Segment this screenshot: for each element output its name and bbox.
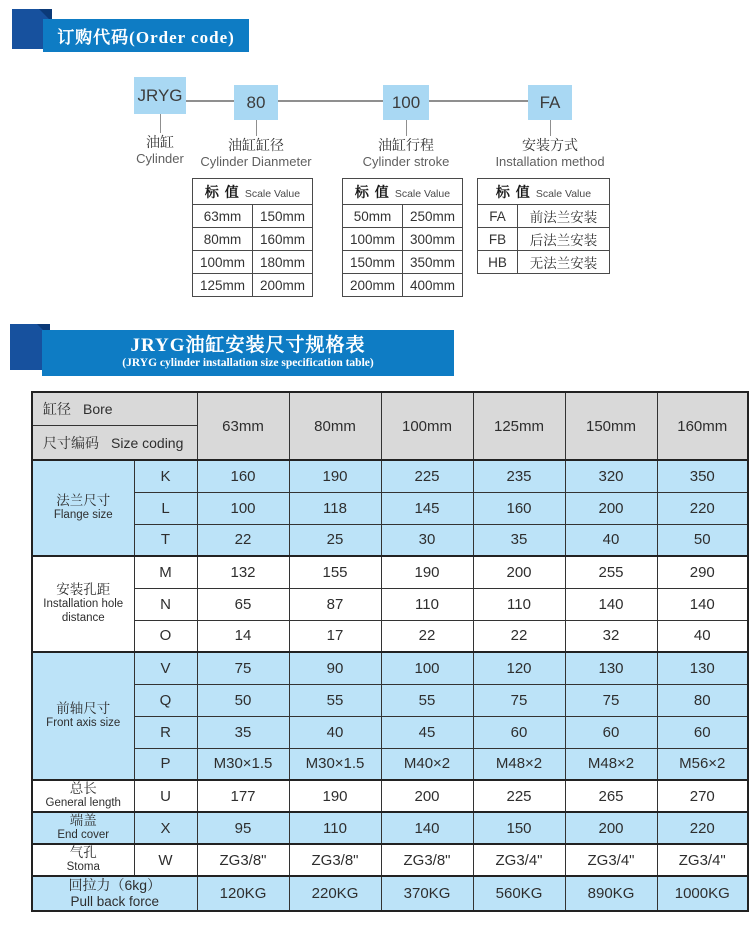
spec-code-cell: O [134, 620, 197, 652]
spec-value-cell: 75 [565, 684, 657, 716]
spec-value-cell: 14 [197, 620, 289, 652]
spec-code-cell: U [134, 780, 197, 812]
diagram-stub-line [256, 120, 257, 136]
spec-category-cell [32, 844, 134, 876]
spec-value-cell: ZG3/8" [289, 844, 381, 876]
category-label-cn: 回拉力（6kg） [68, 877, 162, 893]
spec-table-row [32, 524, 748, 556]
scale-table-header-cell [478, 179, 610, 205]
spec-table-row [32, 780, 748, 812]
spec-code-cell: L [134, 492, 197, 524]
node-code-label: 100 [391, 92, 421, 112]
spec-table-row [32, 620, 748, 652]
node-code-label: JRYG [137, 85, 183, 105]
spec-value-cell: 110 [473, 588, 565, 620]
scale-header-cn: 标 值 [204, 183, 240, 200]
spec-category-cell [32, 652, 134, 780]
scale-table-row [193, 228, 313, 251]
spec-table-row [32, 492, 748, 524]
spec-value-cell: 190 [289, 780, 381, 812]
scale-header-cn: 标 值 [354, 183, 390, 200]
scale-table-cell: 180mm [253, 251, 313, 274]
category-label-cn: 端盖 [69, 813, 97, 828]
scale-header-cn: 标 值 [495, 183, 531, 200]
scale-table-cell: 80mm [193, 228, 253, 251]
corner-coding-en: Size coding [111, 434, 184, 451]
spec-code-cell: M [134, 556, 197, 588]
spec-value-cell: 270 [657, 780, 748, 812]
spec-code-cell: N [134, 588, 197, 620]
spec-code-cell: P [134, 748, 197, 780]
scale-header-en: Scale Value [244, 187, 301, 200]
diagram-label-installation [495, 137, 604, 169]
spec-value-cell: 30 [381, 524, 473, 556]
scale-table-row [478, 205, 610, 228]
corner-coding-cn: 尺寸编码 [43, 434, 99, 451]
category-label-en: Front axis size [46, 717, 121, 730]
scale-table-row [343, 251, 463, 274]
spec-title-cn: JRYG油缸安装尺寸规格表 [130, 335, 366, 357]
category-label-en: Stoma [66, 861, 100, 874]
spec-table-row [32, 844, 748, 876]
spec-value-cell: 45 [381, 716, 473, 748]
spec-value-cell: 25 [289, 524, 381, 556]
spec-value-cell: 40 [657, 620, 748, 652]
spec-value-cell: 200 [565, 492, 657, 524]
spec-code-cell: Q [134, 684, 197, 716]
scale-table-header-cell [193, 179, 313, 205]
scale-table-cell: 125mm [193, 274, 253, 297]
spec-bore-header-cell: 63mm [197, 392, 289, 460]
spec-value-cell: 50 [657, 524, 748, 556]
spec-table-row [32, 588, 748, 620]
scale-table-header-row [343, 179, 463, 205]
scale-table-cell: 160mm [253, 228, 313, 251]
scale-table-cell: 无法兰安装 [518, 251, 610, 274]
corner-size-coding-label [33, 426, 197, 459]
spec-value-cell: 560KG [473, 876, 565, 911]
spec-value-cell: 320 [565, 460, 657, 492]
spec-value-cell: 60 [657, 716, 748, 748]
category-label-cn: 安装孔距 [56, 582, 111, 598]
spec-value-cell: 350 [657, 460, 748, 492]
label-cn: 安装方式 [522, 137, 578, 153]
spec-value-cell: 220KG [289, 876, 381, 911]
spec-value-cell: 132 [197, 556, 289, 588]
spec-value-cell: 40 [565, 524, 657, 556]
spec-table-row [32, 812, 748, 844]
scale-table-cell: 前法兰安装 [518, 205, 610, 228]
spec-category-cell [32, 812, 134, 844]
category-label-cn: 前轴尺寸 [56, 701, 111, 716]
scale-table-header-cell [343, 179, 463, 205]
spec-value-cell: 225 [473, 780, 565, 812]
spec-value-cell: 50 [197, 684, 289, 716]
spec-table-row [32, 748, 748, 780]
label-cn: 油缸缸径 [227, 137, 284, 153]
spec-value-cell: 60 [565, 716, 657, 748]
spec-category-cell [32, 556, 134, 652]
spec-table-row [32, 556, 748, 588]
node-code-label: FA [539, 92, 561, 112]
label-cn: 油缸行程 [377, 137, 434, 153]
spec-value-cell: 75 [197, 652, 289, 684]
spec-value-cell: 255 [565, 556, 657, 588]
label-en: Cylinder [136, 150, 184, 166]
corner-bore-cn: 缸径 [43, 401, 71, 417]
spec-table [31, 391, 749, 912]
scale-table-cell: FB [478, 228, 518, 251]
spec-value-cell: 60 [473, 716, 565, 748]
spec-value-cell: 265 [565, 780, 657, 812]
spec-category-cell [32, 780, 134, 812]
spec-value-cell: 90 [289, 652, 381, 684]
spec-value-cell: 370KG [381, 876, 473, 911]
spec-value-cell: 130 [657, 652, 748, 684]
spec-table-row [32, 876, 748, 911]
spec-value-cell: 35 [473, 524, 565, 556]
category-label-en: End cover [57, 829, 110, 842]
diagram-stub-line [160, 114, 161, 133]
spec-value-cell: 110 [381, 588, 473, 620]
spec-value-cell: 200 [565, 812, 657, 844]
scale-table-row [193, 205, 313, 228]
spec-table-row [32, 652, 748, 684]
category-label-en: General length [45, 797, 121, 810]
spec-value-cell: 200 [381, 780, 473, 812]
diagram-node-stroke [383, 85, 429, 120]
diagram-node-diameter [234, 85, 278, 120]
spec-code-cell: X [134, 812, 197, 844]
spec-value-cell: 140 [565, 588, 657, 620]
scale-table-row [343, 205, 463, 228]
spec-value-cell: 160 [473, 492, 565, 524]
category-label-cn: 气孔 [69, 845, 97, 860]
diagram-label-cylinder [136, 134, 184, 166]
spec-table-row [32, 684, 748, 716]
spec-value-cell: 235 [473, 460, 565, 492]
spec-value-cell: 40 [289, 716, 381, 748]
spec-value-cell: 65 [197, 588, 289, 620]
scale-table-header-row [193, 179, 313, 205]
spec-value-cell: 75 [473, 684, 565, 716]
scale-header-en: Scale Value [535, 187, 592, 200]
spec-table-row [32, 460, 748, 492]
scale-table-cell: 350mm [403, 251, 463, 274]
scale-table-cell: 后法兰安装 [518, 228, 610, 251]
spec-value-cell: 140 [657, 588, 748, 620]
spec-value-cell: 32 [565, 620, 657, 652]
spec-value-cell: 55 [289, 684, 381, 716]
spec-section-title [42, 330, 454, 376]
order-code-title-text: 订购代码(Order code) [57, 28, 235, 47]
spec-value-cell: M40×2 [381, 748, 473, 780]
spec-value-cell: 890KG [565, 876, 657, 911]
label-cn: 油缸 [146, 134, 174, 150]
spec-value-cell: 155 [289, 556, 381, 588]
scale-table-cell: 200mm [343, 274, 403, 297]
spec-value-cell: 177 [197, 780, 289, 812]
spec-value-cell: 35 [197, 716, 289, 748]
spec-value-cell: 225 [381, 460, 473, 492]
category-label-en: Installation hole distance [43, 598, 124, 625]
spec-bore-header-cell: 125mm [473, 392, 565, 460]
scale-table-cell: 150mm [343, 251, 403, 274]
node-code-label: 80 [246, 92, 266, 112]
spec-value-cell: 220 [657, 492, 748, 524]
spec-category-cell [32, 460, 134, 556]
spec-value-cell: 200 [473, 556, 565, 588]
spec-value-cell: 100 [197, 492, 289, 524]
category-label-cn: 总长 [69, 781, 97, 796]
spec-bore-header-cell: 150mm [565, 392, 657, 460]
spec-title-en: (JRYG cylinder installation size specification table) [122, 357, 374, 370]
spec-value-cell: 160 [197, 460, 289, 492]
spec-code-cell: W [134, 844, 197, 876]
spec-value-cell: 290 [657, 556, 748, 588]
spec-value-cell: M30×1.5 [289, 748, 381, 780]
scale-table-cell: FA [478, 205, 518, 228]
diagram-label-stroke [363, 137, 450, 169]
label-en: Installation method [495, 153, 605, 169]
spec-category-cell [32, 876, 197, 911]
spec-header-row [32, 392, 748, 460]
spec-corner-cell [32, 392, 197, 460]
spec-value-cell: 17 [289, 620, 381, 652]
spec-value-cell: 1000KG [657, 876, 748, 911]
category-label-en: Pull back force [70, 893, 160, 909]
spec-value-cell: 80 [657, 684, 748, 716]
scale-table-cell: 100mm [343, 228, 403, 251]
spec-bore-header-cell: 160mm [657, 392, 748, 460]
spec-value-cell: M30×1.5 [197, 748, 289, 780]
spec-value-cell: 130 [565, 652, 657, 684]
scale-table-cell: 200mm [253, 274, 313, 297]
scale-table-row [193, 251, 313, 274]
spec-value-cell: 120 [473, 652, 565, 684]
spec-value-cell: 145 [381, 492, 473, 524]
spec-value-cell: 22 [381, 620, 473, 652]
scale-table-row [343, 228, 463, 251]
spec-table-container [31, 391, 749, 912]
spec-code-cell: R [134, 716, 197, 748]
scale-header-en: Scale Value [394, 187, 451, 200]
spec-value-cell: 190 [381, 556, 473, 588]
scale-table-stroke [342, 178, 463, 297]
spec-value-cell: 140 [381, 812, 473, 844]
diagram-stub-line [406, 120, 407, 136]
spec-value-cell: 22 [197, 524, 289, 556]
spec-value-cell: ZG3/8" [197, 844, 289, 876]
spec-bore-header-cell: 80mm [289, 392, 381, 460]
category-label-cn: 法兰尺寸 [56, 493, 111, 508]
spec-table-row [32, 716, 748, 748]
corner-bore-en: Bore [83, 401, 113, 417]
order-code-section-title [43, 19, 249, 52]
spec-value-cell: 95 [197, 812, 289, 844]
spec-value-cell: ZG3/4" [565, 844, 657, 876]
scale-table-cell: 150mm [253, 205, 313, 228]
scale-table-cell: 400mm [403, 274, 463, 297]
scale-table-cell: 100mm [193, 251, 253, 274]
diagram-label-diameter [200, 137, 311, 169]
spec-value-cell: M56×2 [657, 748, 748, 780]
scale-table-installation [477, 178, 610, 274]
scale-table-row [193, 274, 313, 297]
scale-table-row [343, 274, 463, 297]
label-en: Cylinder stroke [362, 153, 450, 169]
spec-value-cell: 190 [289, 460, 381, 492]
category-label-en: Flange size [53, 509, 113, 522]
spec-value-cell: 120KG [197, 876, 289, 911]
spec-code-cell: K [134, 460, 197, 492]
spec-value-cell: 118 [289, 492, 381, 524]
scale-table-cell: 50mm [343, 205, 403, 228]
scale-table-cell: 300mm [403, 228, 463, 251]
diagram-node-cylinder [134, 77, 186, 114]
scale-table-diameter [192, 178, 313, 297]
scale-table-row [478, 251, 610, 274]
spec-value-cell: 220 [657, 812, 748, 844]
corner-bore-label [33, 393, 197, 426]
scale-table-header-row [478, 179, 610, 205]
spec-value-cell: 87 [289, 588, 381, 620]
spec-value-cell: M48×2 [565, 748, 657, 780]
spec-code-cell: V [134, 652, 197, 684]
spec-code-cell: T [134, 524, 197, 556]
label-en: Cylinder Dianmeter [200, 153, 312, 169]
spec-value-cell: M48×2 [473, 748, 565, 780]
spec-value-cell: 55 [381, 684, 473, 716]
scale-table-cell: 250mm [403, 205, 463, 228]
scale-table-cell: HB [478, 251, 518, 274]
spec-value-cell: 100 [381, 652, 473, 684]
scale-table-cell: 63mm [193, 205, 253, 228]
spec-value-cell: ZG3/4" [657, 844, 748, 876]
spec-bore-header-cell: 100mm [381, 392, 473, 460]
diagram-connector-line [160, 100, 551, 102]
spec-value-cell: 110 [289, 812, 381, 844]
scale-table-row [478, 228, 610, 251]
diagram-node-installation [528, 85, 572, 120]
spec-value-cell: ZG3/8" [381, 844, 473, 876]
spec-value-cell: 150 [473, 812, 565, 844]
diagram-stub-line [550, 120, 551, 136]
spec-value-cell: ZG3/4" [473, 844, 565, 876]
spec-value-cell: 22 [473, 620, 565, 652]
